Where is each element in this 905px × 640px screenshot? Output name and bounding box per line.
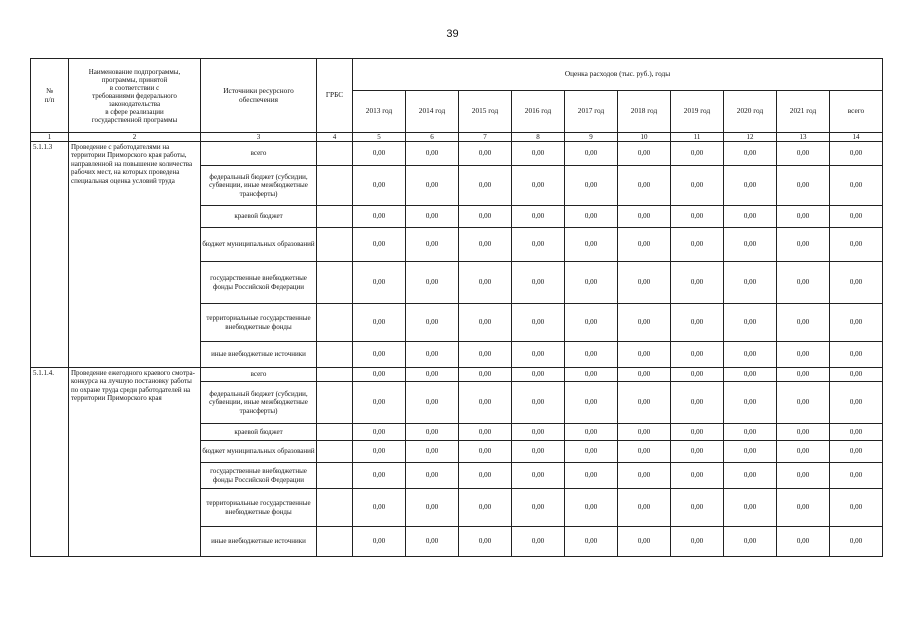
- header-year: 2021 год: [777, 91, 830, 133]
- value-cell: 0,00: [512, 368, 565, 382]
- value-cell: 0,00: [459, 382, 512, 424]
- header-year: 2019 год: [671, 91, 724, 133]
- value-cell: 0,00: [406, 206, 459, 228]
- value-cell: 0,00: [618, 527, 671, 557]
- value-cell: 0,00: [353, 424, 406, 441]
- value-cell: 0,00: [671, 424, 724, 441]
- value-cell: 0,00: [777, 228, 830, 262]
- value-cell: 0,00: [671, 463, 724, 489]
- value-cell: 0,00: [512, 304, 565, 342]
- value-cell: 0,00: [671, 142, 724, 166]
- value-cell: 0,00: [724, 368, 777, 382]
- value-cell: 0,00: [406, 489, 459, 527]
- grbs-cell: [317, 489, 353, 527]
- header-sources: Источники ресурсного обеспечения: [201, 59, 317, 133]
- value-cell: 0,00: [671, 228, 724, 262]
- value-cell: 0,00: [724, 304, 777, 342]
- value-cell: 0,00: [406, 342, 459, 368]
- value-cell: 0,00: [565, 463, 618, 489]
- grbs-cell: [317, 304, 353, 342]
- grbs-cell: [317, 228, 353, 262]
- value-cell: 0,00: [459, 304, 512, 342]
- value-cell: 0,00: [777, 262, 830, 304]
- column-index: 7: [459, 133, 512, 142]
- value-cell: 0,00: [565, 166, 618, 206]
- source-label: государственные внебюджетные фонды Российской Федерации: [201, 262, 317, 304]
- value-cell: 0,00: [618, 262, 671, 304]
- value-cell: 0,00: [459, 463, 512, 489]
- value-cell: 0,00: [565, 489, 618, 527]
- value-cell: 0,00: [512, 342, 565, 368]
- value-cell: 0,00: [830, 368, 883, 382]
- value-cell: 0,00: [724, 142, 777, 166]
- value-cell: 0,00: [830, 166, 883, 206]
- column-index: 3: [201, 133, 317, 142]
- value-cell: 0,00: [671, 304, 724, 342]
- value-cell: 0,00: [618, 206, 671, 228]
- value-cell: 0,00: [565, 228, 618, 262]
- value-cell: 0,00: [777, 304, 830, 342]
- value-cell: 0,00: [406, 424, 459, 441]
- value-cell: 0,00: [512, 382, 565, 424]
- grbs-cell: [317, 206, 353, 228]
- value-cell: 0,00: [777, 382, 830, 424]
- source-label: бюджет муниципальных образований: [201, 228, 317, 262]
- value-cell: 0,00: [353, 228, 406, 262]
- value-cell: 0,00: [459, 342, 512, 368]
- column-index: 8: [512, 133, 565, 142]
- column-index: 9: [565, 133, 618, 142]
- value-cell: 0,00: [353, 206, 406, 228]
- value-cell: 0,00: [618, 368, 671, 382]
- value-cell: 0,00: [353, 142, 406, 166]
- source-label: бюджет муниципальных образований: [201, 441, 317, 463]
- value-cell: 0,00: [671, 206, 724, 228]
- value-cell: 0,00: [724, 342, 777, 368]
- value-cell: 0,00: [512, 424, 565, 441]
- value-cell: 0,00: [565, 424, 618, 441]
- value-cell: 0,00: [565, 342, 618, 368]
- column-index: 5: [353, 133, 406, 142]
- value-cell: 0,00: [777, 206, 830, 228]
- value-cell: 0,00: [406, 527, 459, 557]
- column-index: 10: [618, 133, 671, 142]
- value-cell: 0,00: [406, 228, 459, 262]
- header-num: № п/п: [31, 59, 69, 133]
- value-cell: 0,00: [724, 206, 777, 228]
- source-label: краевой бюджет: [201, 206, 317, 228]
- header-year: 2020 год: [724, 91, 777, 133]
- grbs-cell: [317, 463, 353, 489]
- value-cell: 0,00: [406, 382, 459, 424]
- value-cell: 0,00: [777, 441, 830, 463]
- value-cell: 0,00: [353, 342, 406, 368]
- value-cell: 0,00: [406, 463, 459, 489]
- column-index: 11: [671, 133, 724, 142]
- column-index: 6: [406, 133, 459, 142]
- value-cell: 0,00: [406, 166, 459, 206]
- value-cell: 0,00: [618, 424, 671, 441]
- value-cell: 0,00: [406, 262, 459, 304]
- header-year: 2017 год: [565, 91, 618, 133]
- value-cell: 0,00: [512, 206, 565, 228]
- value-cell: 0,00: [777, 463, 830, 489]
- value-cell: 0,00: [565, 441, 618, 463]
- source-label: территориальные государственные внебюджетные фонды: [201, 304, 317, 342]
- source-label: иные внебюджетные источники: [201, 527, 317, 557]
- source-label: федеральный бюджет (субсидии, субвенции, иные межбюджетные трансферты): [201, 166, 317, 206]
- value-cell: 0,00: [830, 489, 883, 527]
- value-cell: 0,00: [724, 441, 777, 463]
- value-cell: 0,00: [459, 489, 512, 527]
- value-cell: 0,00: [353, 463, 406, 489]
- value-cell: 0,00: [353, 441, 406, 463]
- section-title: Проведение ежегодного краевого смотра-конкурса на лучшую постановку работы по охране труда среди работодателей на территории Приморского края: [69, 368, 201, 557]
- header-year: всего: [830, 91, 883, 133]
- value-cell: 0,00: [406, 368, 459, 382]
- value-cell: 0,00: [777, 489, 830, 527]
- value-cell: 0,00: [618, 304, 671, 342]
- value-cell: 0,00: [724, 463, 777, 489]
- source-label: всего: [201, 142, 317, 166]
- value-cell: 0,00: [565, 304, 618, 342]
- value-cell: 0,00: [512, 463, 565, 489]
- grbs-cell: [317, 382, 353, 424]
- value-cell: 0,00: [618, 489, 671, 527]
- value-cell: 0,00: [459, 142, 512, 166]
- value-cell: 0,00: [777, 166, 830, 206]
- value-cell: 0,00: [830, 228, 883, 262]
- header-year: 2016 год: [512, 91, 565, 133]
- grbs-cell: [317, 342, 353, 368]
- value-cell: 0,00: [565, 206, 618, 228]
- value-cell: 0,00: [459, 527, 512, 557]
- value-cell: 0,00: [459, 424, 512, 441]
- value-cell: 0,00: [830, 424, 883, 441]
- value-cell: 0,00: [459, 228, 512, 262]
- value-cell: 0,00: [353, 489, 406, 527]
- table-row: [31, 142, 883, 166]
- value-cell: 0,00: [512, 228, 565, 262]
- grbs-cell: [317, 424, 353, 441]
- header-year: 2015 год: [459, 91, 512, 133]
- value-cell: 0,00: [777, 342, 830, 368]
- value-cell: 0,00: [406, 142, 459, 166]
- value-cell: 0,00: [724, 382, 777, 424]
- value-cell: 0,00: [353, 368, 406, 382]
- column-index: 13: [777, 133, 830, 142]
- grbs-cell: [317, 441, 353, 463]
- value-cell: 0,00: [565, 262, 618, 304]
- section-number: 5.1.1.4.: [31, 368, 69, 557]
- grbs-cell: [317, 368, 353, 382]
- value-cell: 0,00: [830, 342, 883, 368]
- value-cell: 0,00: [724, 527, 777, 557]
- value-cell: 0,00: [353, 382, 406, 424]
- value-cell: 0,00: [671, 382, 724, 424]
- value-cell: 0,00: [459, 441, 512, 463]
- grbs-cell: [317, 142, 353, 166]
- value-cell: 0,00: [565, 142, 618, 166]
- column-index: 14: [830, 133, 883, 142]
- value-cell: 0,00: [512, 262, 565, 304]
- value-cell: 0,00: [459, 166, 512, 206]
- value-cell: 0,00: [671, 368, 724, 382]
- value-cell: 0,00: [830, 142, 883, 166]
- value-cell: 0,00: [830, 262, 883, 304]
- value-cell: 0,00: [353, 166, 406, 206]
- value-cell: 0,00: [565, 368, 618, 382]
- value-cell: 0,00: [830, 382, 883, 424]
- header-name: Наименование подпрограммы, программы, принятой в соответствии с требованиями федерального законодательства в сфере реализации государственной программы: [69, 59, 201, 133]
- value-cell: 0,00: [406, 304, 459, 342]
- grbs-cell: [317, 166, 353, 206]
- value-cell: 0,00: [353, 262, 406, 304]
- value-cell: 0,00: [353, 527, 406, 557]
- value-cell: 0,00: [618, 382, 671, 424]
- value-cell: 0,00: [512, 166, 565, 206]
- value-cell: 0,00: [830, 206, 883, 228]
- value-cell: 0,00: [618, 463, 671, 489]
- header-estimate: Оценка расходов (тыс. руб.), годы: [353, 59, 883, 91]
- value-cell: 0,00: [512, 142, 565, 166]
- value-cell: 0,00: [459, 262, 512, 304]
- value-cell: 0,00: [459, 206, 512, 228]
- source-label: государственные внебюджетные фонды Российской Федерации: [201, 463, 317, 489]
- grbs-cell: [317, 527, 353, 557]
- source-label: федеральный бюджет (субсидии, субвенции, иные межбюджетные трансферты): [201, 382, 317, 424]
- value-cell: 0,00: [777, 368, 830, 382]
- value-cell: 0,00: [777, 424, 830, 441]
- column-index: 1: [31, 133, 69, 142]
- value-cell: 0,00: [512, 441, 565, 463]
- value-cell: 0,00: [671, 489, 724, 527]
- value-cell: 0,00: [512, 527, 565, 557]
- column-index: 12: [724, 133, 777, 142]
- value-cell: 0,00: [671, 166, 724, 206]
- value-cell: 0,00: [830, 463, 883, 489]
- value-cell: 0,00: [830, 304, 883, 342]
- source-label: краевой бюджет: [201, 424, 317, 441]
- source-label: всего: [201, 368, 317, 382]
- value-cell: 0,00: [671, 527, 724, 557]
- value-cell: 0,00: [565, 382, 618, 424]
- header-year: 2014 год: [406, 91, 459, 133]
- value-cell: 0,00: [724, 424, 777, 441]
- value-cell: 0,00: [459, 368, 512, 382]
- value-cell: 0,00: [353, 304, 406, 342]
- value-cell: 0,00: [406, 441, 459, 463]
- expense-table: [30, 58, 883, 557]
- value-cell: 0,00: [724, 228, 777, 262]
- value-cell: 0,00: [565, 527, 618, 557]
- value-cell: 0,00: [830, 527, 883, 557]
- value-cell: 0,00: [618, 441, 671, 463]
- value-cell: 0,00: [618, 166, 671, 206]
- source-label: иные внебюджетные источники: [201, 342, 317, 368]
- value-cell: 0,00: [618, 142, 671, 166]
- header-year: 2018 год: [618, 91, 671, 133]
- value-cell: 0,00: [618, 342, 671, 368]
- table-row: [31, 368, 883, 382]
- header-grbs: ГРБС: [317, 59, 353, 133]
- source-label: территориальные государственные внебюджетные фонды: [201, 489, 317, 527]
- column-index: 4: [317, 133, 353, 142]
- value-cell: 0,00: [671, 342, 724, 368]
- value-cell: 0,00: [724, 489, 777, 527]
- column-index: 2: [69, 133, 201, 142]
- value-cell: 0,00: [671, 262, 724, 304]
- grbs-cell: [317, 262, 353, 304]
- value-cell: 0,00: [724, 262, 777, 304]
- value-cell: 0,00: [724, 166, 777, 206]
- value-cell: 0,00: [618, 228, 671, 262]
- value-cell: 0,00: [671, 441, 724, 463]
- value-cell: 0,00: [777, 527, 830, 557]
- header-year: 2013 год: [353, 91, 406, 133]
- value-cell: 0,00: [830, 441, 883, 463]
- page-number: 39: [446, 28, 459, 40]
- value-cell: 0,00: [512, 489, 565, 527]
- section-number: 5.1.1.3: [31, 142, 69, 368]
- section-title: Проведение с работодателями на территории Приморского края работы, направленной на повышение количества рабочих мест, на которых проведена специальная оценка условий труда: [69, 142, 201, 368]
- value-cell: 0,00: [777, 142, 830, 166]
